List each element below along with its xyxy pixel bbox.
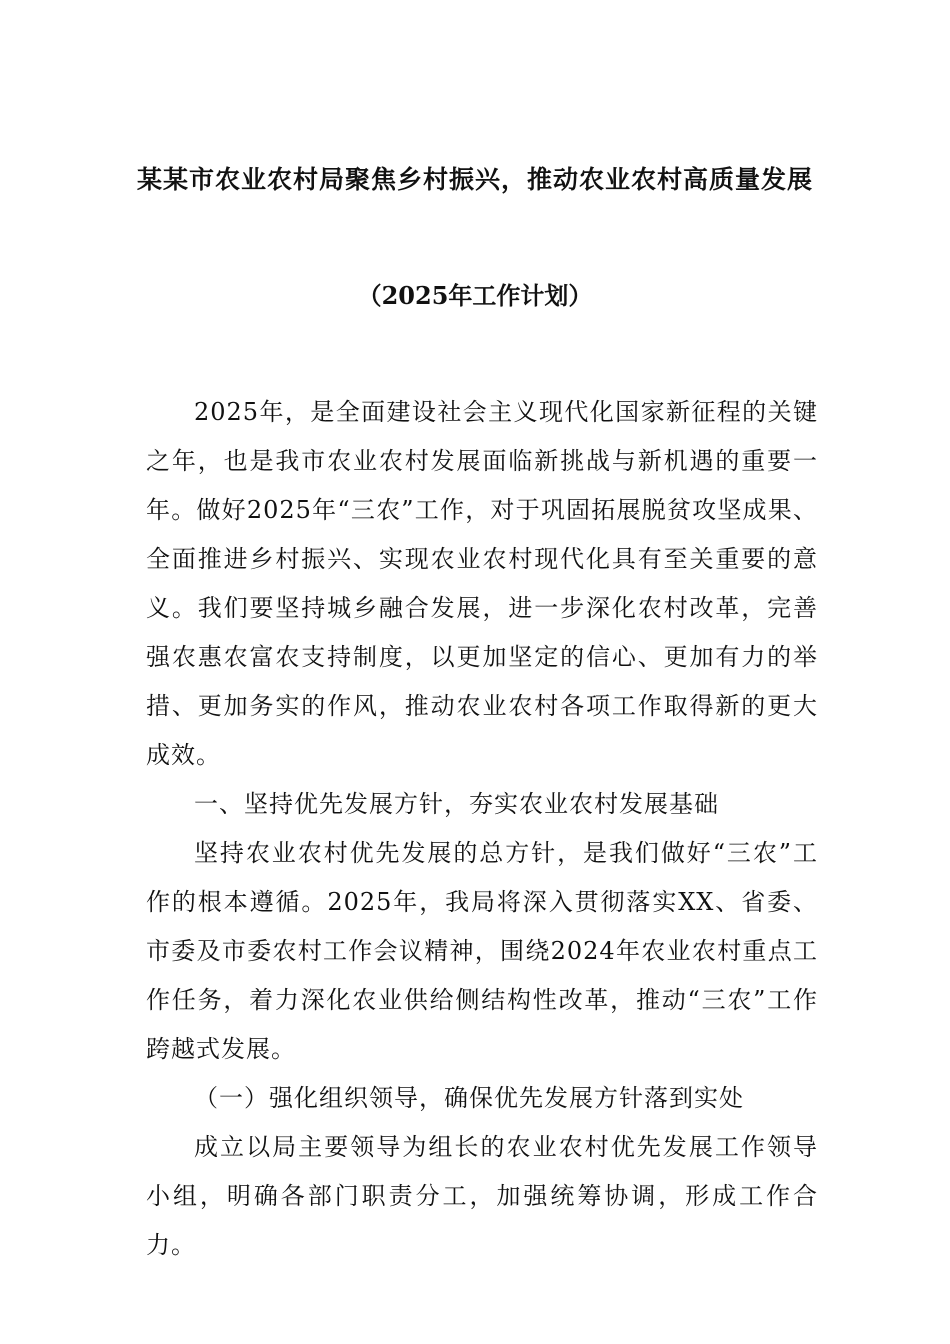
subsection-paragraph: 成立以局主要领导为组长的农业农村优先发展工作领导小组，明确各部门职责分工，加强统筹协调，形成工作合力。 xyxy=(146,1133,818,1259)
document-body xyxy=(146,388,818,1270)
document-title: 某某市农业农村局聚焦乡村振兴，推动农业农村高质量发展 xyxy=(136,165,813,194)
subsection-heading: （一）强化组织领导，确保优先发展方针落到实处 xyxy=(194,1084,744,1112)
section-heading: 一、坚持优先发展方针，夯实农业农村发展基础 xyxy=(194,790,719,818)
intro-paragraph: 2025年，是全面建设社会主义现代化国家新征程的关键之年，也是我市农业农村发展面临新挑战与新机遇的重要一年。做好2025年“三农”工作，对于巩固拓展脱贫攻坚成果、全面推进乡村振兴、实现农业农村现代化具有至关重要的意义。我们要坚持城乡融合发展，进一步深化农村改革，完善强农惠农富农支持制度，以更加坚定的信心、更加有力的举措、更加务实的作风，推动农业农村各项工作取得新的更大成效。 xyxy=(146,398,818,769)
document-subtitle: （2025年工作计划） xyxy=(357,281,593,310)
section-paragraph: 坚持农业农村优先发展的总方针，是我们做好“三农”工作的根本遵循。2025年，我局将深入贯彻落实XX、省委、市委及市委农村工作会议精神，围绕2024年农业农村重点工作任务，着力深化农业供给侧结构性改革，推动“三农”工作跨越式发展。 xyxy=(146,839,818,1063)
